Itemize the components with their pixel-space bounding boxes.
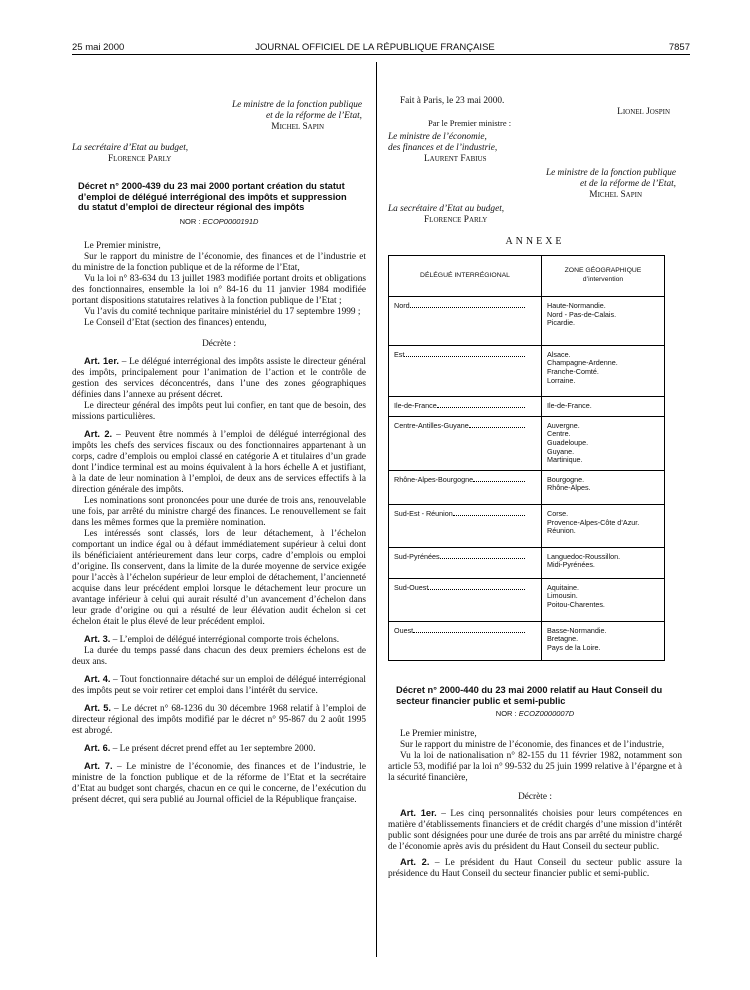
zone-item: Picardie.	[547, 318, 575, 328]
decree2-article-1: Art. 1er. – Les cinq personnalités choisies pour leurs compétences en matière d’établissements financiers et de crédit chargés d’une mission d’intérêt public sont désignées pour une durée de trois ans par arrêté du ministre chargé de l’économie après avis du président du Haut Conseil du secteur public.	[388, 808, 683, 853]
table-row	[389, 345, 665, 396]
signature-fonction-publique-2: Le ministre de la fonction publique et de la réforme de l’Etat, Michel Sapin	[388, 168, 682, 201]
zone-cell	[542, 547, 665, 578]
zone-cell	[542, 416, 665, 470]
zone-item: Martinique.	[547, 455, 583, 465]
zone-item: Corse.	[547, 508, 569, 518]
preamble: Le Premier ministre, Sur le rapport du ministre de l’économie, des finances et de l’industrie et du ministre de la fonction publique et de la réforme de l’Etat, Vu la loi n° 83-634 du 13 juillet 1983 modifiée portant droits et obligations des fonctionnaires, ensemble la loi n° 84-16 du 11 janvier 1984 modifiée portant dispositions statutaires relatives à la fonction publique de l’Etat ; Vu l’avis du comité technique paritaire ministériel du 17 septembre 1999 ; Le Conseil d’Etat (section des finances) entendu,	[72, 240, 366, 328]
annex-title: ANNEXE	[505, 236, 565, 247]
signatory-name: Laurent Fabius	[424, 154, 487, 164]
zone-item: Languedoc-Roussillon.	[547, 551, 621, 561]
annex-table	[388, 255, 665, 661]
leader-dots	[453, 515, 525, 516]
zone-item: Limousin.	[547, 591, 578, 601]
signatory-name: Michel Sapin	[589, 190, 642, 200]
article-5: Art. 5. – Le décret n° 68-1236 du 30 décembre 1968 relatif à l’emploi de directeur régional des impôts modifié par le décret n° 95-867 du 2 août 1995 est abrogé.	[72, 702, 366, 736]
decrete-label: Décrète :	[202, 338, 236, 349]
left-column	[72, 100, 366, 806]
header-journal: JOURNAL OFFICIEL DE LA RÉPUBLIQUE FRANÇAISE	[255, 42, 495, 53]
leader-dots	[437, 407, 525, 408]
column-header-delegue: DÉLÉGUÉ INTERRÉGIONAL	[389, 256, 542, 297]
signature-fonction-publique: Le ministre de la fonction publique et de la réforme de l’Etat, Michel Sapin	[72, 100, 366, 133]
delegue-cell: Rhône-Alpes-Bourgogne	[389, 470, 542, 504]
zone-cell	[542, 397, 665, 417]
delegue-cell: Sud-Pyrénées	[389, 547, 542, 578]
zone-item: Bretagne.	[547, 634, 579, 644]
zone-item: Provence-Alpes-Côte d’Azur.	[547, 517, 640, 527]
delegue-cell: Nord	[389, 297, 542, 346]
signatory-name: Florence Parly	[424, 215, 488, 225]
leader-dots	[410, 307, 525, 308]
article-4: Art. 4. – Tout fonctionnaire détaché sur un emploi de délégué interrégional des impôts peut se voir retirer cet emploi dans l’intérêt du service.	[72, 673, 366, 696]
zone-cell	[542, 470, 665, 504]
header-rule	[72, 54, 690, 55]
delegue-cell: Ouest	[389, 621, 542, 661]
decree-title: Décret n° 2000-439 du 23 mai 2000 portant création du statut d’emploi de délégué interrégional des impôts et suppression du statut d’emploi de directeur régional des impôts	[78, 181, 347, 212]
right-column	[388, 96, 682, 880]
preamble-2: Le Premier ministre, Sur le rapport du ministre de l’économie, des finances et de l’industrie, Vu la loi de nationalisation n° 82-155 du 11 février 1982, notamment son article 53, modifié par la loi n° 99-532 du 25 juin 1999 relative à l’épargne et à la sécurité financière,	[388, 729, 682, 784]
zone-item: Rhône-Alpes.	[547, 483, 591, 493]
header-page-number: 7857	[668, 42, 690, 53]
leader-dots	[428, 589, 525, 590]
table-row	[389, 470, 665, 504]
article-3: Art. 3. – L’emploi de délégué interrégional comporte trois échelons. La durée du temps passé dans chacun des deux premiers échelons est de deux ans.	[72, 633, 366, 667]
zone-item: Guyane.	[547, 446, 575, 456]
par-premier-ministre: Par le Premier ministre :	[428, 118, 512, 128]
zone-item: Basse-Normandie.	[547, 625, 607, 635]
delegue-cell: Est	[389, 345, 542, 396]
decrete-label-2: Décrète :	[518, 792, 552, 803]
table-row	[389, 547, 665, 578]
signature-economie: Le ministre de l’économie, des finances et de l’industrie, Laurent Fabius	[388, 132, 682, 165]
zone-item: Haute-Normandie.	[547, 301, 606, 310]
zone-item: Centre.	[547, 429, 571, 439]
prime-minister-name: Lionel Jospin	[617, 107, 670, 117]
zone-cell	[542, 504, 665, 547]
decree2-article-2: Art. 2. – Le président du Haut Conseil du secteur public assure la présidence du Haut Conseil du secteur financier public et semi-public.	[388, 857, 682, 880]
decree2-title: Décret n° 2000-440 du 23 mai 2000 relatif au Haut Conseil du secteur financier public et semi-public	[396, 685, 663, 706]
zone-item: Pays de la Loire.	[547, 642, 601, 652]
zone-item: Alsace.	[547, 349, 571, 359]
delegue-cell: Centre-Antilles-Guyane	[389, 416, 542, 470]
leader-dots	[469, 427, 525, 428]
article-2: Art. 2. – Peuvent être nommés à l’emploi de délégué interrégional des impôts les chefs des services fiscaux ou des fonctionnaires appartenant à un corps, cadre d’emplois ou emploi classé en catégorie A et titulaires d’un grade dont l’indice terminal est au moins équivalent à la hors échelle A et justifiant, à la date de leur nomination à l’emploi, de deux ans de services effectifs à la direction générale des impôts. Les nominations sont prononcées pour une durée de trois ans, renouvelable une fois, par arrêté du ministre chargé des finances. Le renouvellement se fait dans les mêmes formes que la première nomination. Les intéressés sont classés, lors de leur détachement, à l’échelon comportant un indice égal ou à défaut immédiatement supérieur à celui dont ils bénéficiaient antérieurement dans leur corps, cadre d’emplois ou emploi d’origine. Ils conservent, dans la limite de la durée moyenne de service exigée pour l’accès à l’échelon supérieur de leur emploi de détachement, l’ancienneté acquise dans leur précédent emploi lorsque le détachement leur procure un avantage inférieur à celui qui aurait résulté d’un avancement d’échelon dans leur grade d’origine ou qui a résulté de leur élévation audit échelon si cet échelon était le plus élevé de leur précédent emploi.	[72, 428, 366, 627]
zone-item: Lorraine.	[547, 375, 576, 385]
zone-item: Poitou-Charentes.	[547, 600, 605, 610]
zone-item: Bourgogne.	[547, 474, 585, 484]
signature-budget: La secrétaire d’Etat au budget, Florence Parly	[72, 143, 366, 165]
leader-dots	[413, 632, 525, 633]
column-header-zone: ZONE GÉOGRAPHIQUE d’intervention	[542, 256, 665, 297]
delegue-cell: Sud-Est - Réunion	[389, 504, 542, 547]
zone-item: Aquitaine.	[547, 582, 579, 592]
zone-item: Guadeloupe.	[547, 437, 589, 447]
article-6: Art. 6. – Le présent décret prend effet au 1er septembre 2000.	[84, 742, 316, 754]
table-row	[389, 504, 665, 547]
signature-budget-2: La secrétaire d’Etat au budget, Florence Parly	[388, 204, 682, 226]
decree-nor: NOR : ECOP0000191D	[179, 216, 259, 226]
table-row	[389, 297, 665, 346]
zone-item: Champagne-Ardenne.	[547, 358, 618, 368]
fait-a-paris: Fait à Paris, le 23 mai 2000.	[400, 96, 505, 106]
article-1: Art. 1er. – Le délégué interrégional des impôts assiste le directeur général des impôts, principalement pour l’animation de l’action et le contrôle de gestion des services déconcentrés, dans l’une des zones géographiques définies dans l’annexe au présent décret. Le directeur général des impôts peut lui confier, en tant que de besoin, des missions particulières.	[72, 355, 367, 422]
article-7: Art. 7. – Le ministre de l’économie, des finances et de l’industrie, le ministre de la fonction publique et de la réforme de l’Etat et la secrétaire d’Etat au budget sont chargés, chacun en ce qui le concerne, de l’exécution du présent décret, qui sera publié au Journal officiel de la République française.	[72, 760, 366, 805]
zone-item: Franche-Comté.	[547, 366, 599, 376]
column-divider	[376, 62, 377, 957]
leader-dots	[473, 481, 525, 482]
table-row	[389, 578, 665, 621]
zone-cell	[542, 578, 665, 621]
delegue-cell: Sud-Ouest	[389, 578, 542, 621]
zone-item: Auvergne.	[547, 420, 580, 430]
delegue-cell: Ile-de-France	[389, 397, 542, 417]
zone-cell	[542, 621, 665, 661]
zone-item: Ile-de-France.	[547, 401, 592, 411]
header-date: 25 mai 2000	[72, 42, 125, 53]
zone-item: Réunion.	[547, 526, 576, 536]
zone-cell	[542, 297, 665, 346]
zone-item: Nord - Pas-de-Calais.	[547, 309, 617, 319]
table-row	[389, 416, 665, 470]
decree2-nor: NOR : ECOZ0000007D	[495, 709, 575, 719]
leader-dots	[404, 356, 525, 357]
table-row	[389, 397, 665, 417]
zone-cell	[542, 345, 665, 396]
zone-item: Midi-Pyrénées.	[547, 560, 595, 570]
signatory-name: Florence Parly	[108, 154, 172, 164]
table-row	[389, 621, 665, 661]
signatory-name: Michel Sapin	[271, 122, 324, 132]
leader-dots	[440, 558, 525, 559]
